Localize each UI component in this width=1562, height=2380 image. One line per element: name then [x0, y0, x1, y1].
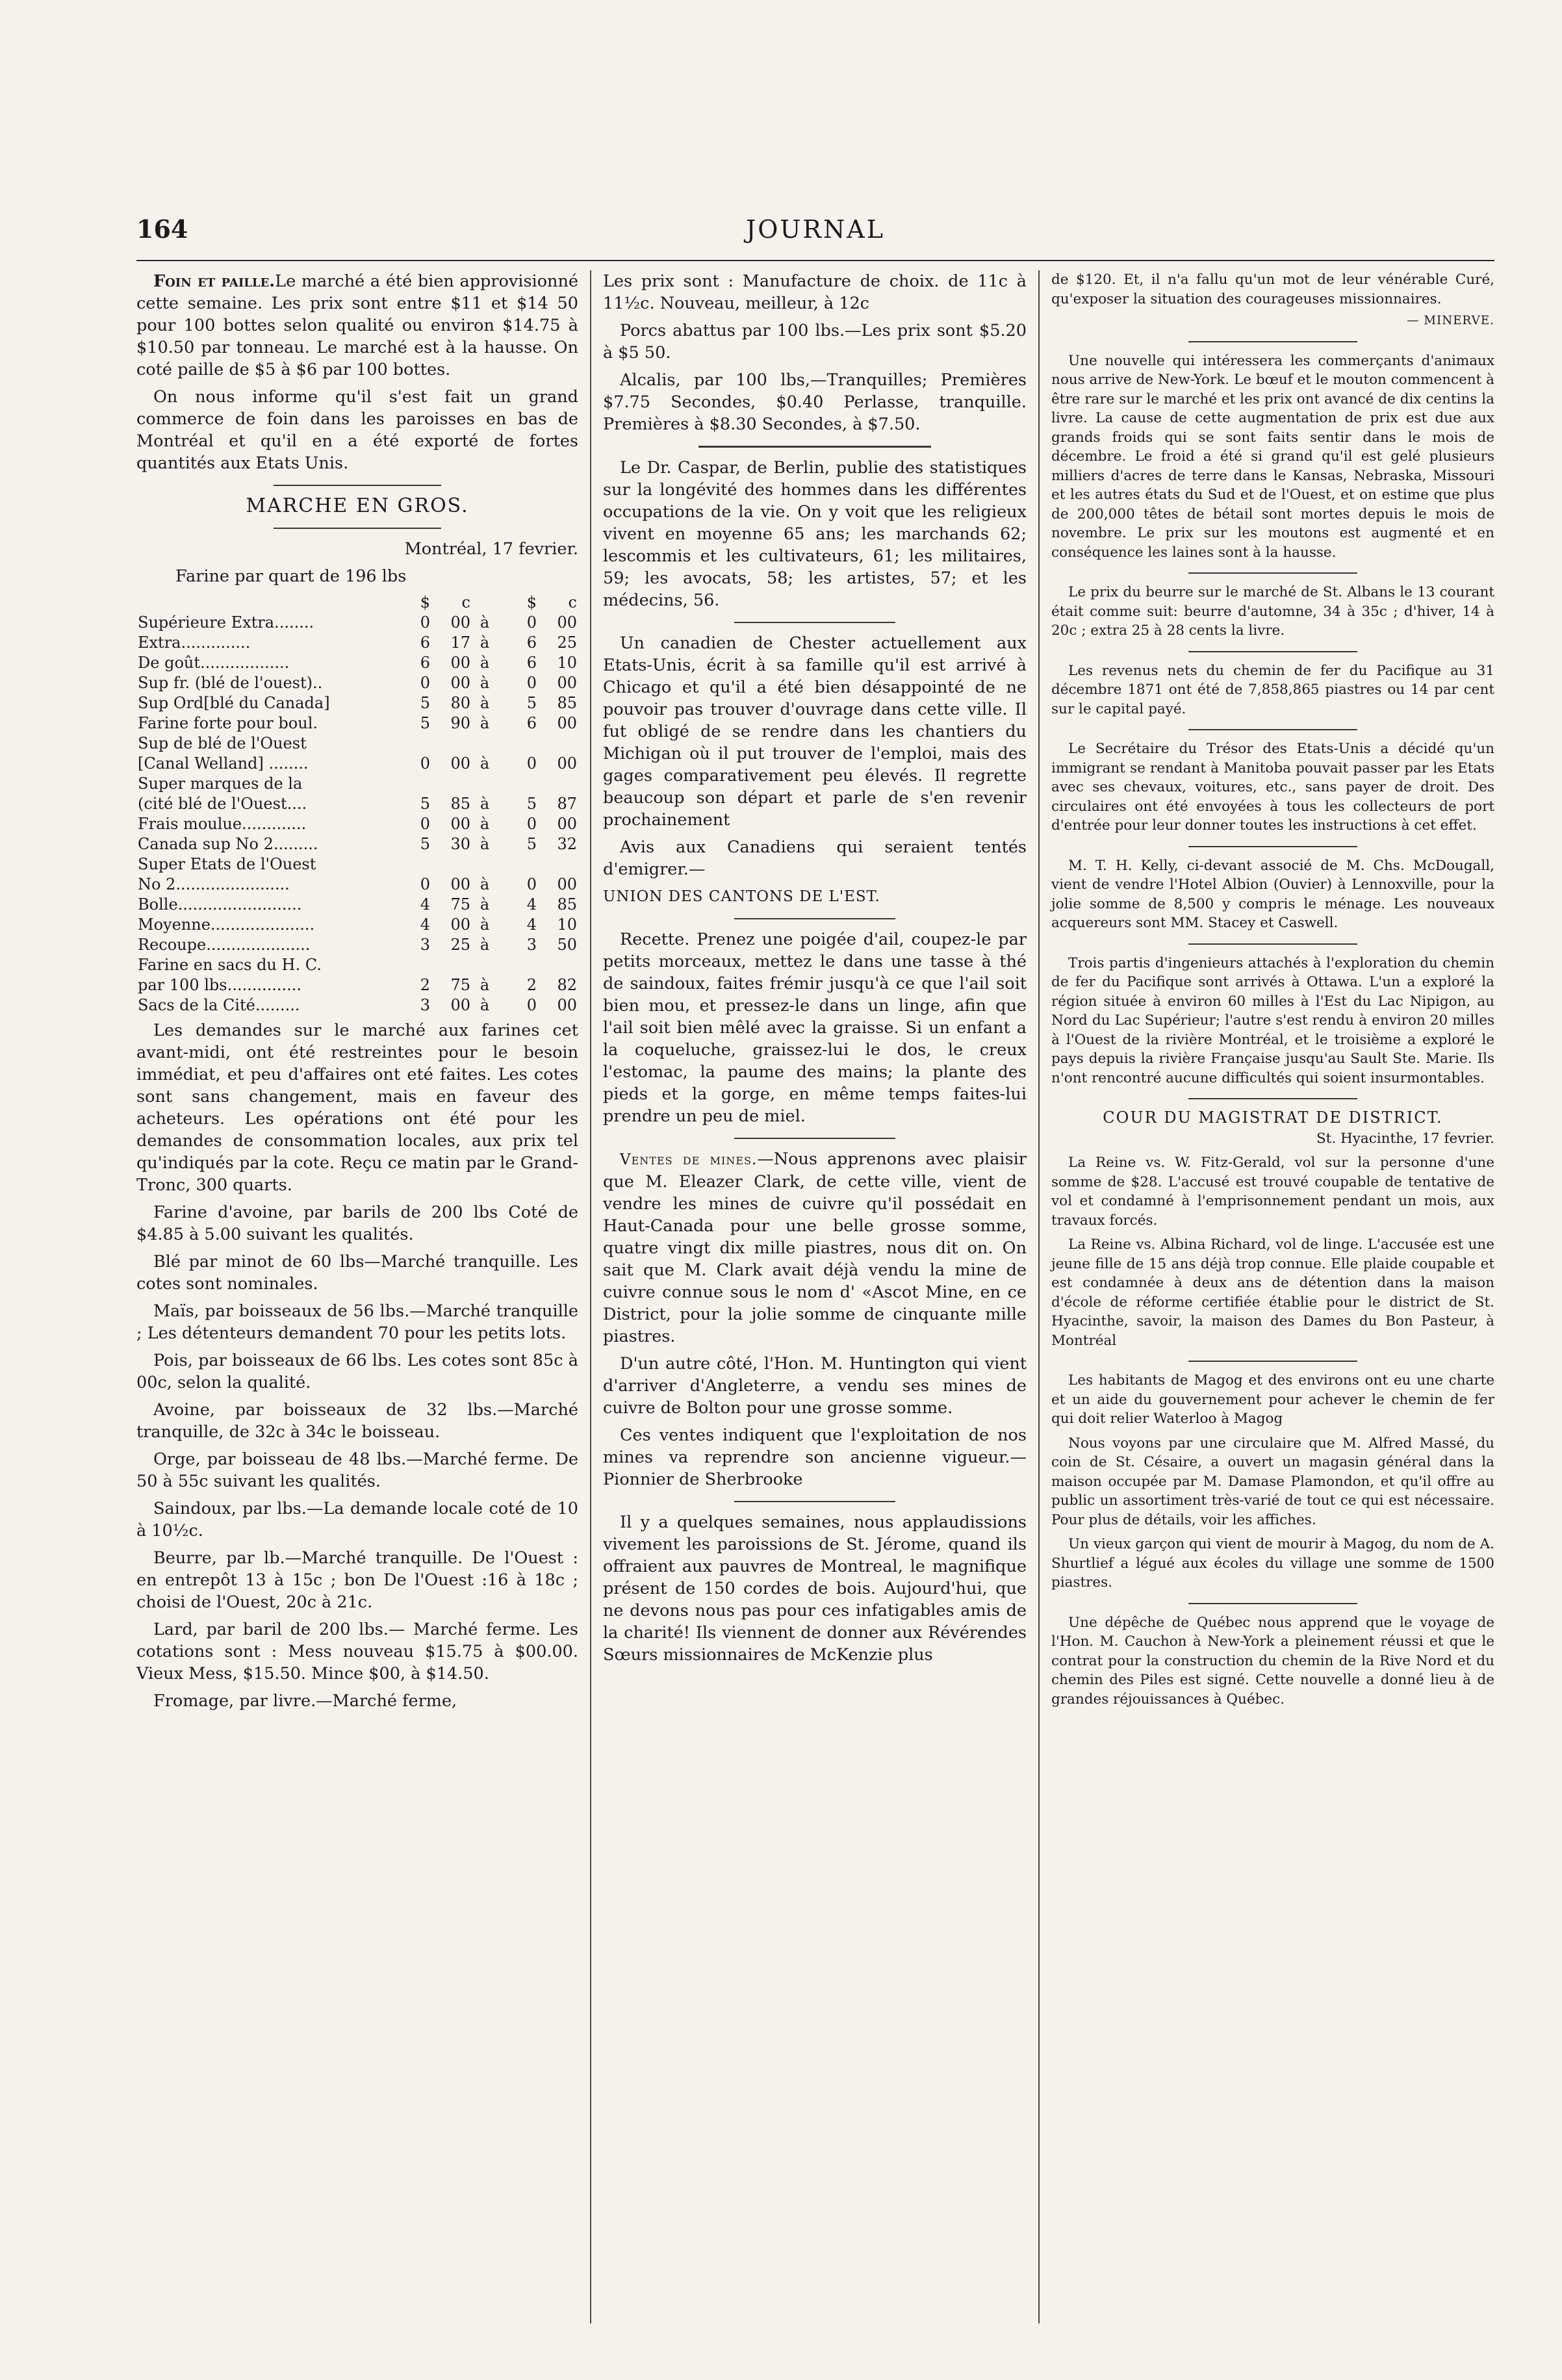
price-row: [136, 915, 578, 935]
court-title: COUR DU MAGISTRAT DE DISTRICT.: [1103, 1108, 1443, 1127]
price-low-cents: [431, 774, 472, 794]
price-low-cents: 00: [450, 915, 470, 934]
price-high-dollars: 5: [526, 795, 537, 813]
price-row: [136, 633, 578, 653]
hay-straw-lead: Foin et paille.: [153, 272, 275, 291]
price-high-cents: 00: [557, 875, 577, 893]
price-range-word: à: [480, 654, 490, 672]
separator-rule: [1188, 943, 1357, 945]
magog-railway-paragraph: Les habitants de Magog et des environs ont eu une charte et un aide du gouvernement pour achever le chemin de fer qui doit relier Waterloo à Magog: [1051, 1372, 1494, 1427]
price-low-dollars: [391, 854, 431, 875]
mines-text: —Nous apprenons avec plaisir que M. Eleazer Clark, de cette ville, vient de vendre les mines de cuivre qu'il possédait en Haut-Canada pour une belle grosse somme, quatre vingt dix mille piastres, nous dit on. On sait que M. Clark avait déjà vendu la mine de cuivre connue sous le nom d' «Ascot Mine, en ce District, pour la jolie somme de cinquante mille piastres.: [603, 1149, 1027, 1346]
column-2: [591, 270, 1040, 2323]
price-label: Bolle.........................: [138, 895, 302, 914]
price-high-dollars: 6: [526, 714, 537, 732]
price-low-dollars: [391, 734, 431, 754]
separator-rule: [1188, 341, 1357, 342]
price-label: Supérieure Extra........: [138, 613, 314, 632]
price-row: [136, 734, 578, 754]
price-label: Moyenne.....................: [138, 915, 315, 934]
price-low-cents: 17: [450, 633, 470, 652]
price-low-dollars: 0: [420, 674, 430, 692]
price-range-word: à: [480, 875, 490, 893]
price-high-cents: 32: [557, 835, 577, 853]
price-range-word: [472, 955, 498, 975]
price-high-cents: 10: [557, 654, 577, 672]
price-label: Super marques de la: [138, 774, 303, 793]
column-1: [136, 270, 591, 2323]
price-range-word: à: [480, 633, 490, 652]
charity-paragraph: Il y a quelques semaines, nous applaudissions vivement les paroissions de St. Jérome, quand ils offraient aux pauvres de Montreal, le magnifique présent de 150 cordes de bois. Aujourd'hui, que ne devons nous pas pour ces infatigables amis de la charité! Ils viennent de donner aux Révérendes Sœurs missionnaires de McKenzie plus: [603, 1513, 1027, 1665]
price-high-cents: 85: [557, 694, 577, 712]
price-high-cents: 85: [557, 895, 577, 914]
separator-rule: [274, 485, 441, 486]
richard-case-paragraph: La Reine vs. Albina Richard, vol de linge. L'accusée est une jeune fille de 15 ans déjà trop connue. Elle plaide coupable et est condamnée à deux ans de détention dans la maison d'école de réforme certifiée établie pour le district de St. Hyacinthe, savoir, la maison des Dames du Bon Pasteur, à Montréal: [1051, 1236, 1494, 1349]
price-low-cents: 30: [450, 835, 470, 853]
hay-straw-text: Le marché a été bien approvisionné cette semaine. Les prix sont entre $11 et $14 50 pour 100 bottes selon qualité ou environ $14.75 à $10.50 par tonneau. Le marché est à la hausse. On coté paille de $5 à $6 par 100 bottes.: [136, 272, 578, 379]
price-low-cents: 00: [450, 815, 470, 833]
price-row: [136, 613, 578, 633]
price-low-cents: 75: [450, 976, 470, 994]
price-low-cents: 85: [450, 795, 470, 813]
price-label: Sacs de la Cité.........: [138, 996, 300, 1014]
pacific-revenue-paragraph: Les revenus nets du chemin de fer du Pacifique au 31 décembre 1871 ont été de 7,858,865 piastres ou 14 par cent sur le capital payé.: [1051, 662, 1494, 717]
price-high-dollars: 6: [526, 633, 537, 652]
price-low-dollars: 5: [420, 835, 430, 853]
separator-rule: [274, 528, 441, 529]
separator-rule: [734, 1501, 895, 1502]
price-header-cent: c: [461, 593, 470, 611]
price-label: (cité blé de l'Ouest....: [138, 795, 307, 813]
price-label: [Canal Welland] ........: [138, 754, 309, 773]
price-low-cents: 00: [450, 754, 470, 773]
hay-export-paragraph: On nous informe qu'il s'est fait un grand commerce de foin dans les paroisses en bas de Montréal et qu'il en a été exporté de fortes quantités aux Etats Unis.: [136, 387, 578, 473]
minerve-signature: — MINERVE.: [1407, 314, 1494, 327]
separator-rule: [734, 918, 895, 919]
price-low-cents: 00: [450, 613, 470, 632]
separator-rule: [734, 622, 895, 623]
mining-revival-paragraph: Ces ventes indiquent que l'exploitation de nos mines va reprendre son ancienne vigueur.—Pionnier de Sherbrooke: [603, 1426, 1027, 1489]
missionaries-paragraph: de $120. Et, il n'a fallu qu'un mot de leur vénérable Curé, qu'exposer la situation des courageuses missionnaires.: [1051, 272, 1494, 307]
price-low-dollars: 3: [420, 996, 430, 1014]
price-row: [136, 693, 578, 713]
price-low-dollars: 3: [420, 936, 430, 954]
price-high-cents: [538, 955, 578, 975]
price-low-dollars: 2: [420, 976, 430, 994]
price-low-cents: 00: [450, 674, 470, 692]
price-row: [136, 754, 578, 774]
price-range-word: à: [480, 936, 490, 954]
price-high-dollars: 2: [526, 976, 537, 994]
flour-heading: Farine par quart de 196 lbs: [175, 567, 407, 586]
price-range-word: [472, 854, 498, 875]
price-high-dollars: [498, 774, 538, 794]
price-range-word: à: [480, 613, 490, 632]
separator-rule: [1188, 651, 1357, 652]
price-range-word: à: [480, 754, 490, 773]
price-low-dollars: 0: [420, 875, 430, 893]
journal-title: JOURNAL: [746, 215, 885, 244]
oat-flour-paragraph: Farine d'avoine, par barils de 200 lbs Coté de $4.85 à 5.00 suivant les qualités.: [136, 1203, 578, 1244]
separator-rule: [1188, 729, 1357, 730]
peas-paragraph: Pois, par boisseaux de 66 lbs. Les cotes sont 85c à 00c, selon la qualité.: [136, 1351, 578, 1392]
treasury-paragraph: Le Secrétaire du Trésor des Etats-Unis a décidé qu'un immigrant se rendant à Manitoba pouvait passer par les Etats avec ses chevaux, voitures, etc., sans payer de droit. Des circulaires ont été envoyées à tous les collecteurs de port d'entrée pour leur donner toutes les instructions à cet effet.: [1051, 741, 1494, 834]
price-header-row: [136, 593, 578, 613]
price-high-cents: 00: [557, 815, 577, 833]
price-low-dollars: 5: [420, 714, 430, 732]
recipe-paragraph: Recette. Prenez une poigée d'ail, coupez-le par petits morceaux, mettez le dans une tasse à thé de saindoux, faites frémir jusqu'à ce que l'ail soit bien mou, et pressez-le dans un linge, afin que l'ail soit bien mêlé avec la graisse. Si un enfant a la coqueluche, graissez-lui le dos, le creux l'estomac, la paume des mains; la plante des pieds et la gorge, en même temps faites-lui prendre un peu de miel.: [603, 930, 1027, 1126]
price-row: [136, 895, 578, 915]
price-row: [136, 955, 578, 975]
price-high-cents: 50: [557, 936, 577, 954]
page-header: [136, 214, 1494, 261]
price-row: [136, 814, 578, 834]
price-low-dollars: 0: [420, 754, 430, 773]
pork-paragraph: Lard, par baril de 200 lbs.— Marché ferme. Les cotations sont : Mess nouveau $15.75 à $00.00. Vieux Mess, $15.50. Mince $00, à $14.50.: [136, 1620, 578, 1683]
separator-rule: [1188, 1603, 1357, 1604]
price-header-dollar: $: [420, 593, 430, 611]
price-high-cents: 00: [557, 754, 577, 773]
bequest-paragraph: Un vieux garçon qui vient de mourir à Magog, du nom de A. Shurtlief a légué aux écoles du village une somme de 1500 piastres.: [1051, 1536, 1494, 1591]
source-signature: UNION DES CANTONS DE L'EST.: [603, 888, 880, 905]
price-high-cents: [538, 854, 578, 875]
price-range-word: à: [480, 835, 490, 853]
price-low-dollars: 6: [420, 654, 430, 672]
price-high-cents: 10: [557, 915, 577, 934]
separator-rule: [1188, 1098, 1357, 1099]
price-row: [136, 935, 578, 955]
separator-rule: [734, 1138, 895, 1139]
price-high-dollars: 4: [526, 895, 537, 914]
price-row: [136, 713, 578, 734]
price-low-cents: 00: [450, 875, 470, 893]
price-label: par 100 lbs...............: [138, 976, 301, 994]
oats-paragraph: Avoine, par boisseaux de 32 lbs.—Marché tranquille, de 32c à 34c le boisseau.: [136, 1400, 578, 1442]
price-low-cents: 25: [450, 936, 470, 954]
price-low-cents: 75: [450, 895, 470, 914]
price-range-word: à: [480, 915, 490, 934]
chester-paragraph: Un canadien de Chester actuellement aux Etats-Unis, écrit à sa famille qu'il est arrivé à Chicago et qu'il a été bien désappointé de ne pouvoir pas trouver d'ouvrage dans cette ville. Il fut obligé de se rendre dans les chantiers du Michigan où il put trouver de l'emploi, mais des gages comparativement peu élevés. Il regrette beaucoup son départ et parle de s'en revenir prochainement: [603, 633, 1027, 830]
column-3: [1040, 270, 1494, 2323]
hogs-paragraph: Porcs abattus par 100 lbs.—Les prix sont $5.20 à $5 50.: [603, 321, 1027, 363]
price-high-dollars: 0: [526, 613, 537, 632]
separator-rule: [698, 446, 932, 448]
cauchon-paragraph: Une dépêche de Québec nous apprend que le voyage de l'Hon. M. Cauchon à New-York a pleinement réussi et que le contrat pour la construction du chemin de la Rive Nord et du chemin des Piles est signé. Cette nouvelle a donné lieu à de grandes réjouissances à Québec.: [1051, 1614, 1494, 1708]
price-range-word: à: [480, 895, 490, 914]
engineers-paragraph: Trois partis d'ingenieurs attachés à l'exploration du chemin de fer du Pacifique sont arrivés à Ottawa. L'un a exploré la région située à environ 60 milles à l'Est du Lac Nipigon, au Nord du Lac Supérieur; l'autre s'est rendu à environ 20 milles à l'Ouest de la rivière Montréal, et le troisième a exploré le pays depuis la rivière Française jusqu'au Sault Ste. Marie. Ils n'ont rencontré aucune difficultés qui soient insurmontables.: [1051, 954, 1494, 1086]
price-header-cent: c: [568, 593, 577, 611]
longevity-paragraph: Le Dr. Caspar, de Berlin, publie des statistiques sur la longévité des hommes dans les différentes occupations de la vie. On y voit que les religieux vivent en moyenne 65 ans; les marchands 62; lescommis et les cultivateurs, 61; les militaires, 59; les avocats, 58; les artistes, 57; et les médecins, 56.: [603, 458, 1027, 610]
flour-demand-paragraph: Les demandes sur le marché aux farines cet avant-midi, ont été restreintes pour le besoin immédiat, et peu d'affaires ont eté faites. Les cotes sont sans changement, mais en faveur des acheteurs. Les opérations ont été pour les demandes de consommation locales, aux prix tel qu'indiqués par la cote. Reçu ce matin par le Grand-Tronc, 300 quarts.: [136, 1021, 578, 1195]
kelly-paragraph: M. T. H. Kelly, ci-devant associé de M. Chs. McDougall, vient de vendre l'Hotel Albion (Ouvier) à Lennoxville, pour la jolie somme de 8,500 y compris le ménage. Les nouveaux acquereurs sont MM. Stacey et Caswell.: [1051, 857, 1494, 931]
price-high-cents: [538, 734, 578, 754]
price-label: Super Etats de l'Ouest: [138, 855, 316, 873]
price-high-cents: 00: [557, 714, 577, 732]
price-low-dollars: 6: [420, 633, 430, 652]
price-high-dollars: 5: [526, 835, 537, 853]
price-row: [136, 673, 578, 693]
price-high-dollars: [498, 854, 538, 875]
emigration-warning: Avis aux Canadiens qui seraient tentés d'emigrer.—: [603, 838, 1027, 879]
price-high-dollars: 0: [526, 815, 537, 833]
price-high-cents: 25: [557, 633, 577, 652]
butter-albans-paragraph: Le prix du beurre sur le marché de St. Albans le 13 courant était comme suit: beurre d'automne, 34 à 35c ; d'hiver, 14 à 20c ; extra 25 à 28 cents la livre.: [1051, 584, 1494, 639]
mines-paragraph: [603, 1148, 1027, 1348]
price-high-dollars: 0: [526, 996, 537, 1014]
price-range-word: à: [480, 996, 490, 1014]
price-label: Farine en sacs du H. C.: [138, 956, 322, 974]
price-high-dollars: 0: [526, 754, 537, 773]
market-title: MARCHE EN GROS.: [246, 494, 469, 517]
price-low-dollars: [391, 955, 431, 975]
court-dateline: St. Hyacinthe, 17 fevrier.: [1316, 1130, 1494, 1147]
price-range-word: à: [480, 815, 490, 833]
price-label: De goût..................: [138, 654, 290, 672]
price-high-dollars: 3: [526, 936, 537, 954]
price-range-word: à: [480, 976, 490, 994]
price-range-word: [472, 774, 498, 794]
price-high-cents: 00: [557, 996, 577, 1014]
price-low-dollars: 5: [420, 694, 430, 712]
store-opening-paragraph: Nous voyons par une circulaire que M. Alfred Massé, du coin de St. Césaire, a ouvert un magasin général dans la maison occupée par M. Damase Plamondon, et qu'il offre au public un assortiment très-varié de tout ce qui est nécessaire. Pour plus de détails, voir les affiches.: [1051, 1435, 1494, 1528]
price-row: [136, 975, 578, 995]
price-high-dollars: 0: [526, 875, 537, 893]
price-low-cents: 00: [450, 996, 470, 1014]
price-low-cents: 80: [450, 694, 470, 712]
price-label: Farine forte pour boul.: [138, 714, 318, 732]
price-high-dollars: [498, 734, 538, 754]
price-low-dollars: 4: [420, 895, 430, 914]
price-row: [136, 653, 578, 673]
price-low-dollars: [391, 774, 431, 794]
price-low-dollars: 4: [420, 915, 430, 934]
price-range-word: à: [480, 674, 490, 692]
separator-rule: [1188, 1361, 1357, 1362]
price-high-dollars: 4: [526, 915, 537, 934]
price-label: Sup fr. (blé de l'ouest)..: [138, 674, 323, 692]
price-high-dollars: 5: [526, 694, 537, 712]
price-high-dollars: [498, 955, 538, 975]
corn-paragraph: Maïs, par boisseaux de 56 lbs.—Marché tranquille ; Les détenteurs demandent 70 pour les petits lots.: [136, 1301, 578, 1343]
mines-lead: Ventes de mines.: [620, 1151, 758, 1168]
barley-paragraph: Orge, par boisseau de 48 lbs.—Marché ferme. De 50 à 55c suivant les qualités.: [136, 1450, 578, 1491]
cheese-prices-paragraph: Les prix sont : Manufacture de choix. de 11c à 11½c. Nouveau, meilleur, à 12c: [603, 272, 1027, 313]
price-low-cents: [431, 734, 472, 754]
separator-rule: [1188, 846, 1357, 847]
price-range-word: [472, 734, 498, 754]
price-low-dollars: 5: [420, 795, 430, 813]
columns: [136, 270, 1494, 2323]
price-high-cents: 87: [557, 795, 577, 813]
price-low-cents: 00: [450, 654, 470, 672]
price-low-dollars: 0: [420, 613, 430, 632]
page-number: 164: [136, 214, 188, 244]
fitzgerald-case-paragraph: La Reine vs. W. Fitz-Gerald, vol sur la personne d'une somme de $28. L'accusé est trouvé coupable de tentative de vol et condamné à l'emprisonnement pendant un mois, aux travaux forcés.: [1051, 1155, 1494, 1229]
price-label: Recoupe.....................: [138, 936, 311, 954]
price-label: Sup Ord[blé du Canada]: [138, 694, 330, 712]
price-range-word: à: [480, 714, 490, 732]
price-row: [136, 875, 578, 895]
alkali-paragraph: Alcalis, par 100 lbs,—Tranquilles; Premières $7.75 Secondes, $0.40 Perlasse, tranquille. Premières à $8.30 Secondes, à $7.50.: [603, 370, 1027, 434]
hay-straw-paragraph: [136, 270, 578, 381]
price-range-word: à: [480, 795, 490, 813]
cheese-paragraph: Fromage, par livre.—Marché ferme,: [153, 1691, 457, 1711]
lard-paragraph: Saindoux, par lbs.—La demande locale coté de 10 à 10½c.: [136, 1499, 578, 1541]
price-high-cents: [538, 774, 578, 794]
flour-price-table: [136, 593, 578, 1016]
price-low-cents: [431, 955, 472, 975]
newspaper-page: [136, 214, 1494, 2346]
price-row: [136, 995, 578, 1016]
price-row: [136, 834, 578, 854]
price-row: [136, 794, 578, 814]
price-high-dollars: 6: [526, 654, 537, 672]
price-high-dollars: 0: [526, 674, 537, 692]
price-row: [136, 774, 578, 794]
price-label: Frais moulue.............: [138, 815, 307, 833]
price-label: Extra..............: [138, 633, 251, 652]
price-range-word: à: [480, 694, 490, 712]
price-low-cents: 90: [450, 714, 470, 732]
separator-rule: [1188, 572, 1357, 574]
price-high-cents: 00: [557, 674, 577, 692]
wheat-paragraph: Blé par minot de 60 lbs—Marché tranquille. Les cotes sont nominales.: [136, 1252, 578, 1294]
price-label: Canada sup No 2.........: [138, 835, 318, 853]
price-row: [136, 854, 578, 875]
price-high-cents: 82: [557, 976, 577, 994]
price-header-dollar: $: [526, 593, 537, 611]
price-low-dollars: 0: [420, 815, 430, 833]
price-high-cents: 00: [557, 613, 577, 632]
price-table-body: [136, 593, 578, 1016]
price-label: No 2.......................: [138, 875, 290, 893]
price-label: Sup de blé de l'Ouest: [138, 734, 307, 752]
butter-paragraph: Beurre, par lb.—Marché tranquille. De l'Ouest : en entrepôt 13 à 15c ; bon De l'Ouest :16 à 18c ; choisi de l'Ouest, 20c à 21c.: [136, 1548, 578, 1612]
cattle-paragraph: Une nouvelle qui intéressera les commerçants d'animaux nous arrive de New-York. Le bœuf et le mouton commencent à être rare sur le marché et les prix ont avancé de dix centins la livre. La cause de cette augmentation de prix est due aux grands froids qui se sont faits sentir dans le mois de décembre. Le froid a été si grand qu'il est gelé plusieurs milliers d'acres de terre dans le Kansas, Nebraska, Missouri et les autres états du Sud et de l'Ouest, et on estime que plus de 200,000 têtes de bétail sont mortes depuis le mois de novembre. Le prix sur les moutons est augmenté et en conséquence les laines sont à la hausse.: [1051, 352, 1494, 561]
huntington-paragraph: D'un autre côté, l'Hon. M. Huntington qui vient d'arriver d'Angleterre, a vendu ses mines de cuivre de Bolton pour une grosse somme.: [603, 1354, 1027, 1418]
price-low-cents: [431, 854, 472, 875]
market-dateline: Montréal, 17 fevrier.: [404, 539, 578, 559]
